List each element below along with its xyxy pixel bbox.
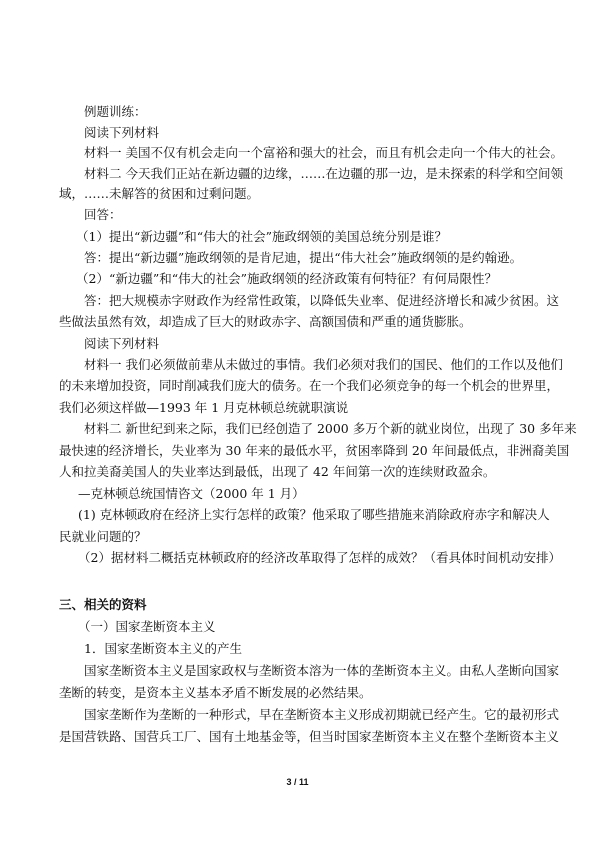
text-line: 阅读下列材料 bbox=[84, 125, 160, 140]
text-line: 是国营铁路、国营兵工厂、国有土地基金等，但当时国家垄断资本主义在整个垄断资本主义 bbox=[59, 729, 560, 744]
text-line: 的未来增加投资，同时削减我们庞大的债务。在一个我们必须竞争的每一个机会的世界里， bbox=[59, 378, 560, 393]
text-line: 材料一 我们必须做前辈从未做过的事情。我们必须对我们的国民、他们的工作以及他们 bbox=[84, 357, 563, 372]
text-line: 些做法虽然有效，却造成了巨大的财政赤字、高额国债和严重的通货膨胀。 bbox=[59, 314, 472, 329]
text-line: 国家垄断资本主义是国家政权与垄断资本溶为一体的垄断资本主义。由私人垄断向国家 bbox=[84, 663, 560, 678]
text-line: (1) 克林顿政府在经济上实行怎样的政策？他采取了哪些措施来消除政府赤字和解决人 bbox=[78, 507, 550, 522]
text-line: 垄断的转变，是资本主义基本矛盾不断发展的必然结果。 bbox=[59, 685, 372, 700]
text-line: 国家垄断作为垄断的一种形式，早在垄断资本主义形成初期就已经产生。它的最初形式 bbox=[84, 707, 560, 722]
text-line: 人和拉美裔美国人的失业率达到最低，出现了 42 年间第一次的连续财政盈余。 bbox=[59, 464, 496, 479]
text-line: （1）提出“新边疆”和“伟大的社会”施政纲领的美国总统分别是谁？ bbox=[76, 229, 448, 244]
text-line: —克林顿总统国情咨文（2000 年 1 月） bbox=[78, 486, 305, 501]
page-number: 3 / 11 bbox=[286, 777, 309, 787]
text-line: 答：提出“新边疆”施政纲领的是肯尼迪，提出“伟大社会”施政纲领的是约翰逊。 bbox=[84, 250, 523, 265]
text-line: 域，……未解答的贫困和过剩问题。 bbox=[59, 186, 260, 201]
text-line: 阅读下列材料 bbox=[84, 336, 160, 351]
text-line: 答：把大规模赤字财政作为经常性政策，以降低失业率、促进经济增长和减少贫困。这 bbox=[84, 293, 560, 308]
text-line: 材料一 美国不仅有机会走向一个富裕和强大的社会，而且有机会走向一个伟大的社会。 bbox=[84, 145, 563, 160]
text-line: 例题训练： bbox=[84, 104, 147, 119]
text-line: 最快速的经济增长，失业率为 30 年来的最低水平，贫困率降到 20 年间最低点，非洲裔美国 bbox=[59, 443, 570, 458]
text-line: 回答： bbox=[84, 207, 122, 222]
text-line: 材料二 今天我们正站在新边疆的边缘，……在边疆的那一边，是未探索的科学和空间领 bbox=[84, 166, 563, 181]
text-line: 我们必须这样做—1993 年 1 月克林顿总统就职演说 bbox=[59, 400, 349, 415]
text-line: 材料二 新世纪到来之际，我们已经创造了 2000 多万个新的就业岗位，出现了 30 多年来 bbox=[84, 421, 577, 436]
text-line: （2）“新边疆”和“伟大的社会”施政纲领的经济政策有何特征？有何局限性？ bbox=[76, 271, 498, 286]
text-line: 民就业问题的？ bbox=[59, 529, 147, 544]
section-heading: 三、相关的资料 bbox=[59, 597, 147, 612]
subsection-title: 1．国家垄断资本主义的产生 bbox=[84, 641, 242, 656]
subsection-heading: （一）国家垄断资本主义 bbox=[78, 619, 216, 634]
text-line: （2）据材料二概括克林顿政府的经济改革取得了怎样的成效？（看具体时间机动安排） bbox=[78, 550, 561, 565]
